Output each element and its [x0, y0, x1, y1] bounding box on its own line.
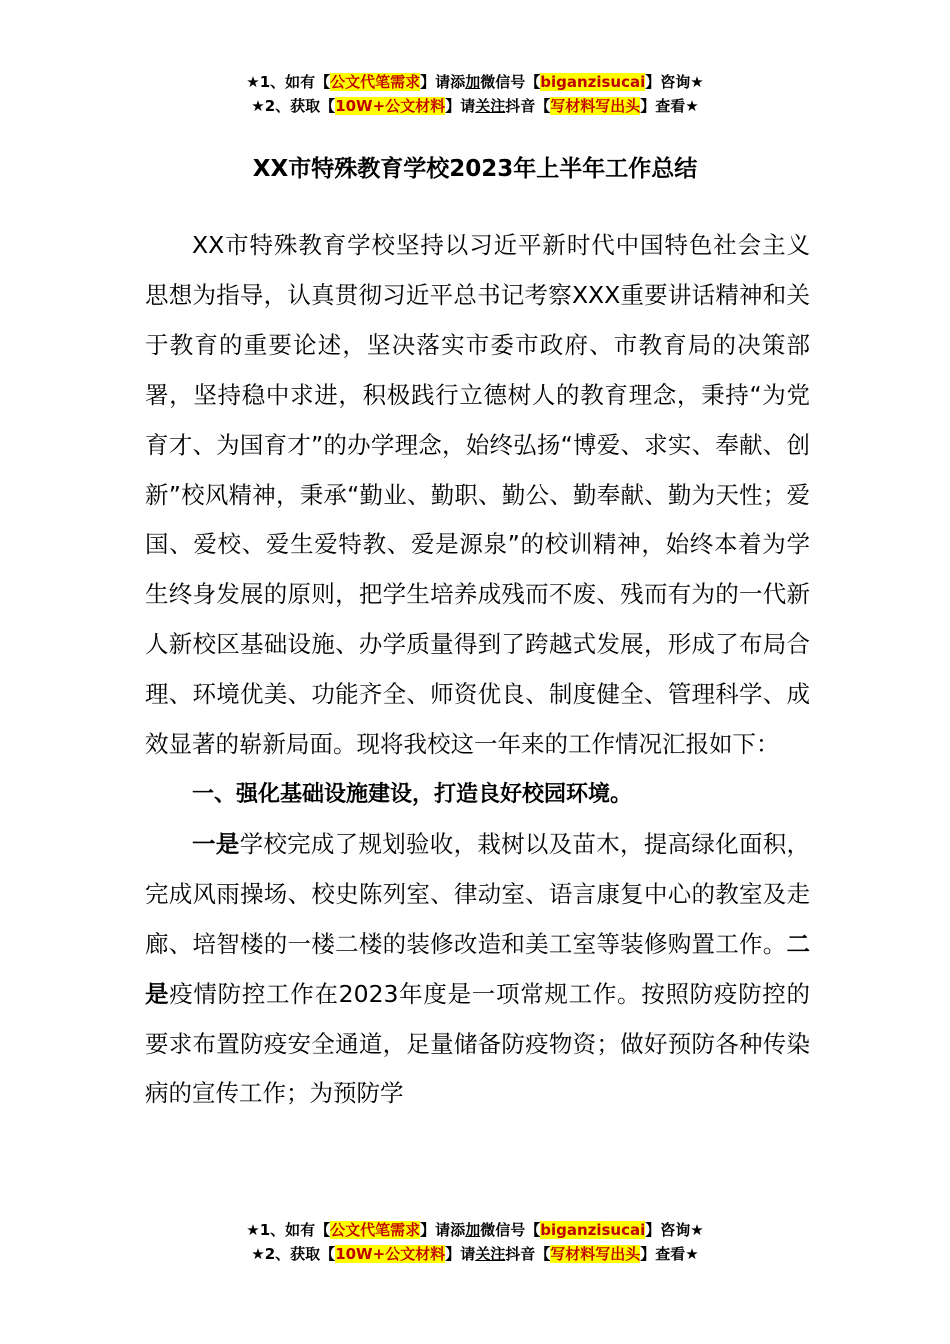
- banner-line-2: ★2、获取【10W+公文材料】请关注抖音【写材料写出头】查看★: [251, 1245, 699, 1263]
- highlight-douyin-account: 写材料写出头: [550, 97, 641, 115]
- intro-paragraph: XX市特殊教育学校坚持以习近平新时代中国特色社会主义思想为指导，认真贯彻习近平总书记考察XXX重要讲话精神和关于教育的重要论述，坚决落实市委市政府、市教育局的决策部署，坚持稳中求进，积极践行立德树人的教育理念，秉持“为党育才、为国育才”的办学理念，始终弘扬“博爱、求实、奉献、创新”校风精神，秉承“勤业、勤职、勤公、勤奉献、勤为天性；爱国、爱校、爱生爱特教、爱是源泉”的校训精神，始终本着为学生终身发展的原则，把学生培养成残而不废、残而有为的一代新人新校区基础设施、办学质量得到了跨越式发展，形成了布局合理、环境优美、功能齐全、师资优良、制度健全、管理科学、成效显著的崭新局面。现将我校这一年来的工作情况汇报如下：: [145, 231, 810, 759]
- banner-line-2: ★2、获取【10W+公文材料】请关注抖音【写材料写出头】查看★: [251, 97, 699, 115]
- point-label-2: 二是: [145, 929, 810, 1008]
- banner-line-1: ★1、如有【公文代笔需求】请添加微信号【biganzisucai】咨询★: [246, 1221, 704, 1239]
- banner-line-1: ★1、如有【公文代笔需求】请添加微信号【biganzisucai】咨询★: [246, 73, 704, 91]
- highlight-service: 公文代笔需求: [330, 1221, 421, 1239]
- section-paragraph: 一是学校完成了规划验收，栽树以及苗木，提高绿化面积，完成风雨操场、校史陈列室、律动室、语言康复中心的教室及走廊、培智楼的一楼二楼的装修改造和美工室等装修购置工作。二是疫情防控工作在2023年度是一项常规工作。按照防疫防控的要求布置防疫安全通道，足量储备防疫物资；做好预防各种传染病的宣传工作；为预防学: [145, 829, 811, 1108]
- footer-banner: [0, 1218, 950, 1266]
- section-heading: 一、强化基础设施建设，打造良好校园环境。: [192, 781, 633, 807]
- document-body: [145, 221, 810, 1119]
- highlight-service: 公文代笔需求: [330, 73, 421, 91]
- document-title: XX市特殊教育学校2023年上半年工作总结: [252, 156, 698, 182]
- header-banner: [0, 70, 950, 118]
- point-label-1: 一是: [192, 829, 240, 858]
- highlight-materials: 10W+公文材料: [335, 97, 446, 115]
- highlight-douyin-account: 写材料写出头: [550, 1245, 641, 1263]
- highlight-wechat-id: biganzisucai: [540, 73, 646, 91]
- highlight-materials: 10W+公文材料: [335, 1245, 446, 1263]
- highlight-wechat-id: biganzisucai: [540, 1221, 646, 1239]
